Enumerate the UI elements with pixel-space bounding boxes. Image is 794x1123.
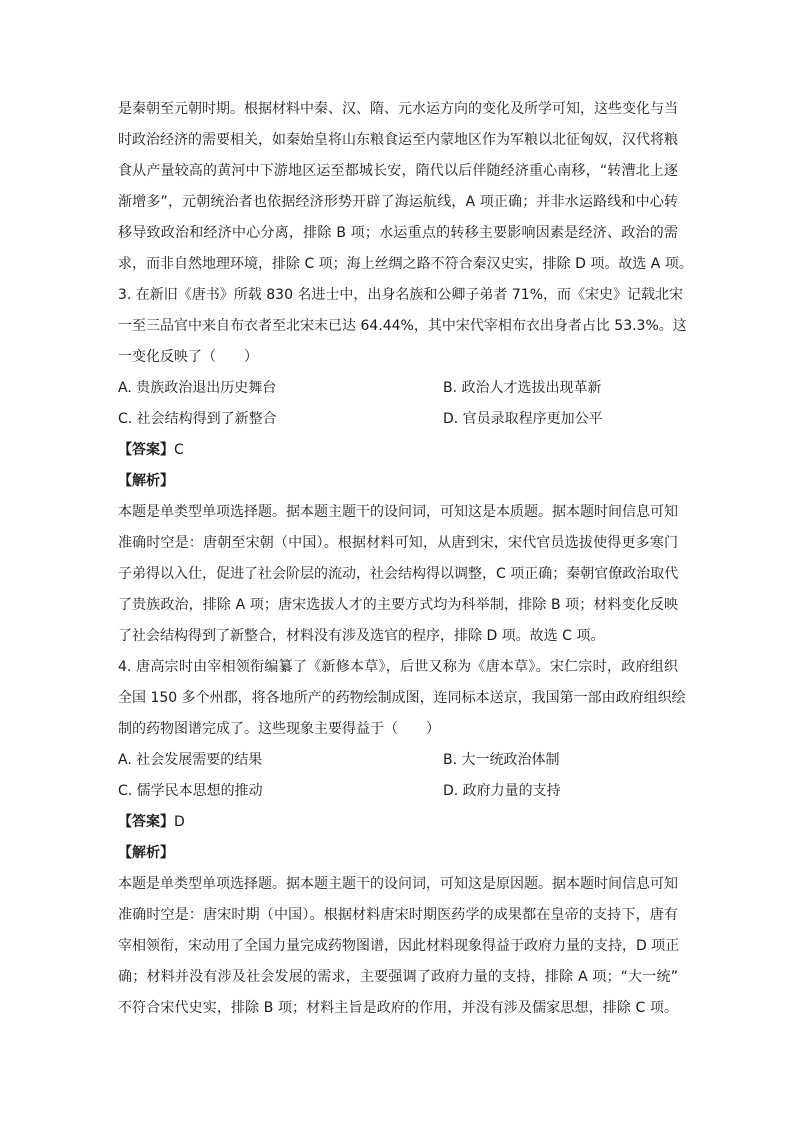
analysis-heading [118, 466, 678, 497]
option-c: C. 社会结构得到了新整合 [118, 411, 277, 427]
analysis-line: 不符合宋代史实，排除 B 项；材料主旨是政府的作用，并没有涉及儒家思想，排除 C 项。 [118, 1000, 678, 1016]
analysis-label: 【解析】 [118, 845, 174, 861]
analysis-line: 子弟得以入仕，促进了社会阶层的流动，社会结构得以调整，C 项正确；秦朝官僚政治取代 [118, 566, 679, 582]
question-3 [118, 280, 687, 652]
option-row [118, 373, 678, 404]
option-row [118, 745, 678, 776]
question-stem: 一变化反映了（ ） [118, 349, 258, 365]
text-line: 移导致政治和经济中心分离，排除 B 项；水运重点的转移主要影响因素是经济、政治的需 [118, 225, 678, 241]
analysis-line: 准确时空是：唐宋时期（中国）。根据材料唐宋时期医药学的成果都在皇帝的支持下，唐有 [118, 907, 678, 923]
option-a: A. 贵族政治退出历史舞台 [118, 380, 277, 396]
option-row [118, 776, 678, 807]
option-d: D. 官员录取程序更加公平 [443, 411, 603, 427]
analysis-line: 了贵族政治，排除 A 项；唐宋选拔人才的主要方式均为科举制，排除 B 项；材料变化反映 [118, 597, 678, 613]
text-line: 求，而非自然地理环境，排除 C 项；海上丝绸之路不符合秦汉史实，排除 D 项。故选 A 项。 [118, 256, 693, 272]
answer-value: D [174, 814, 185, 830]
intro-paragraph [118, 94, 693, 280]
analysis-label: 【解析】 [118, 473, 174, 489]
analysis-line: 准确时空是：唐朝至宋朝（中国）。根据材料可知，从唐到宋，宋代官员选拔使得更多寒门 [118, 535, 678, 551]
option-row [118, 404, 678, 435]
answer-label: 【答案】 [118, 814, 174, 830]
answer-line [118, 435, 678, 466]
analysis-line: 确；材料并没有涉及社会发展的需求，主要强调了政府力量的支持，排除 A 项；“大一统” [118, 969, 678, 985]
option-b: B. 政治人才选拔出现革新 [443, 380, 602, 396]
answer-line [118, 807, 678, 838]
question-stem: 3. 在新旧《唐书》所载 830 名进士中，出身名族和公卿子弟者 71%，而《宋史》记载北宋 [118, 287, 683, 303]
option-b: B. 大一统政治体制 [443, 752, 560, 768]
question-stem: 4. 唐高宗时由宰相领衔编纂了《新修本草》，后世又称为《唐本草》。宋仁宗时，政府组织 [118, 659, 678, 675]
text-line: 是秦朝至元朝时期。根据材料中秦、汉、隋、元水运方向的变化及所学可知，这些变化与当 [118, 101, 678, 117]
analysis-line: 本题是单类型单项选择题。据本题主题干的设问词，可知这是本质题。据本题时间信息可知 [118, 504, 678, 520]
question-stem: 一至三品官中来自布衣者至北宋末已达 64.44%，其中宋代宰相布衣出身者占比 53.3%。这 [118, 318, 687, 334]
option-d: D. 政府力量的支持 [443, 783, 561, 799]
answer-label: 【答案】 [118, 442, 174, 458]
analysis-line: 了社会结构得到了新整合，材料没有涉及选官的程序，排除 D 项。故选 C 项。 [118, 628, 605, 644]
option-c: C. 儒学民本思想的推动 [118, 783, 263, 799]
text-line: 渐增多”，元朝统治者也依据经济形势开辟了海运航线，A 项正确；并非水运路线和中心转 [118, 194, 678, 210]
question-stem: 制的药物图谱完成了。这些现象主要得益于（ ） [118, 721, 440, 737]
option-a: A. 社会发展需要的结果 [118, 752, 263, 768]
analysis-line: 宰相领衔，宋动用了全国力量完成药物图谱，因此材料现象得益于政府力量的支持，D 项正 [118, 938, 680, 954]
text-line: 食从产量较高的黄河中下游地区运至都城长安，隋代以后伴随经济重心南移，“转漕北上逐 [118, 163, 678, 179]
analysis-heading [118, 838, 678, 869]
document-page [118, 94, 693, 1024]
text-line: 时政治经济的需要相关，如秦始皇将山东粮食运至内蒙地区作为军粮以北征匈奴，汉代将粮 [118, 132, 678, 148]
answer-value: C [174, 442, 184, 458]
question-stem: 全国 150 多个州郡，将各地所产的药物绘制成图，连同标本送京，我国第一部由政府组织绘 [118, 690, 686, 706]
analysis-line: 本题是单类型单项选择题。据本题主题干的设问词，可知这是原因题。据本题时间信息可知 [118, 876, 678, 892]
question-4 [118, 652, 686, 1024]
